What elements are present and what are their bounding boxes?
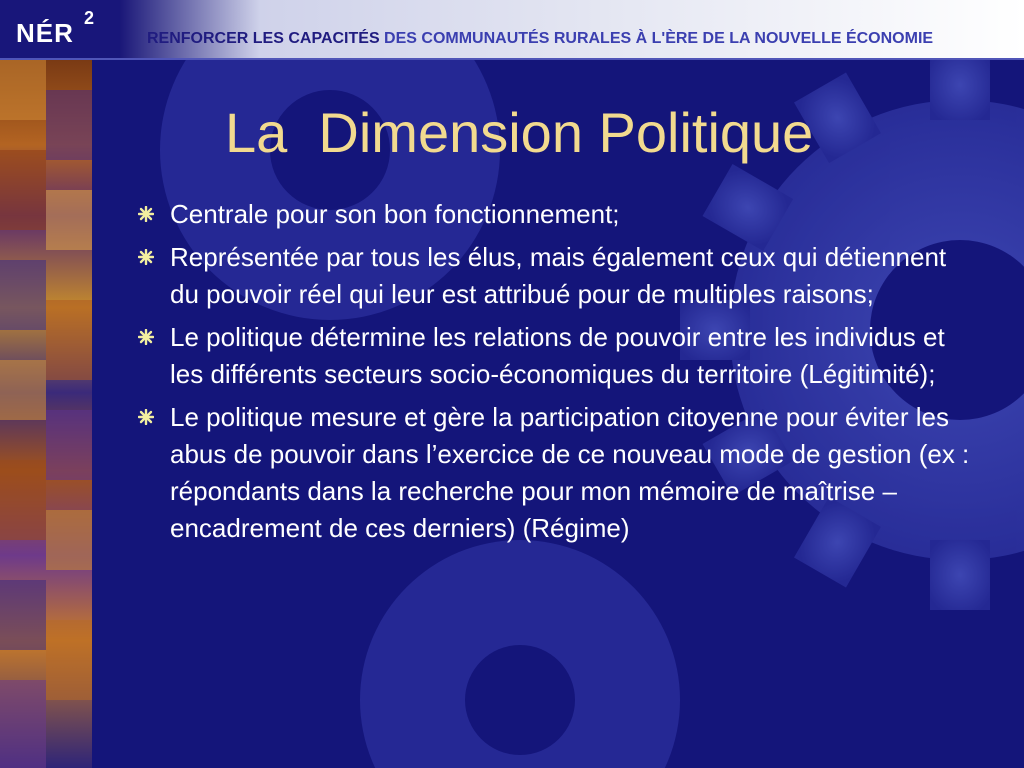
bullet-item [130,196,980,233]
bullet-text: Centrale pour son bon fonctionnement; [170,199,620,229]
tagline-part-2: DES COMMUNAUTÉS RURALES À L'ÈRE DE LA NOUVELLE ÉCONOMIE [379,30,934,47]
bullet-item [130,399,980,547]
logo [0,0,120,58]
bullet-text: Le politique détermine les relations de pouvoir entre les individus et les différents secteurs socio-économiques du territoire (Légitimité); [170,322,945,389]
bullet-list [130,196,980,553]
logo-text: NÉR [16,18,74,48]
slide-title: La Dimension Politique [225,101,814,164]
star-burst-icon [138,409,154,425]
star-burst-icon [138,206,154,222]
slide-header [0,0,1024,60]
bullet-text: Le politique mesure et gère la participation citoyenne pour éviter les abus de pouvoir dans l’exercice de ce nouveau mode de gestion (ex : répondants dans la recherche pour mon mémoire de maîtrise – encadrement de ces derniers) (Régime) [170,402,970,543]
tagline-part-1: RENFORCER LES CAPACITÉS [147,30,380,47]
header-tagline [147,30,933,48]
bullet-text: Représentée par tous les élus, mais également ceux qui détiennent du pouvoir réel qui leur est attribué pour de multiples raisons; [170,242,947,309]
logo-superscript: 2 [84,8,95,28]
bullet-item [130,239,980,313]
star-burst-icon [138,249,154,265]
star-burst-icon [138,329,154,345]
bullet-item [130,319,980,393]
photo-mosaic-strip [0,60,92,768]
